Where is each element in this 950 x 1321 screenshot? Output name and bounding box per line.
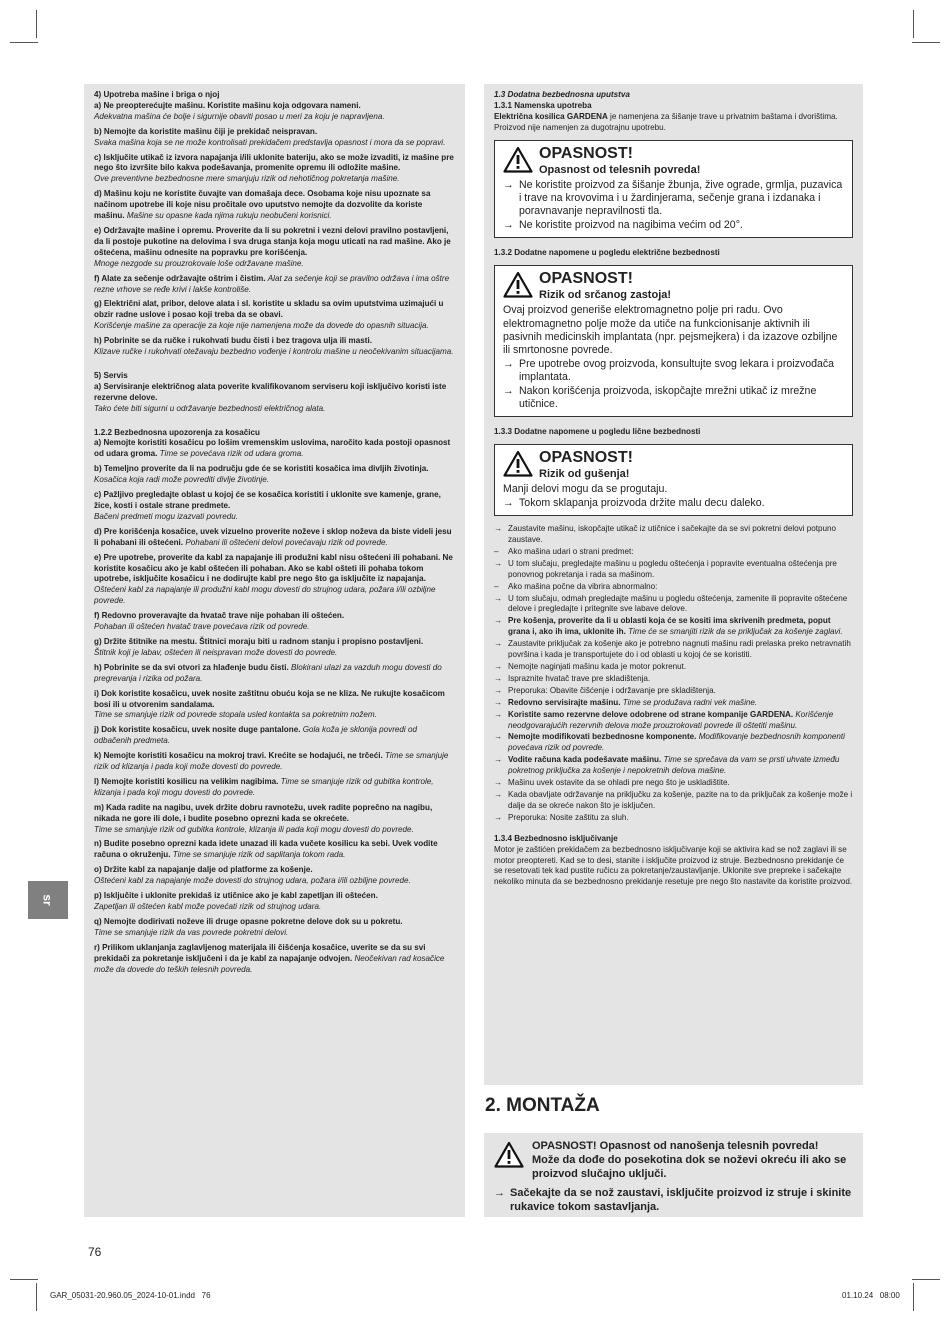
paragraph: Manji delovi mogu da se progutaju.: [503, 483, 668, 496]
list-item: → Pre košenja, proverite da li u oblasti koja će se kositi ima skrivenih predmeta, poput grana i, ako ih ima, uklonite ih. Time će se smanjiti rizik da se priključak za košenje zaglavi.: [494, 616, 843, 637]
right-column: [484, 84, 863, 1217]
arrow-icon: →: [494, 616, 503, 626]
list-item: p) Isključite i uklonite prekidaš iz utičnice ako je kabl zapetljan ili oštećen. Zapetljan ili oštećen kabl može povećati rizik od strujnog udara.: [94, 891, 378, 911]
list-item: → Pre upotrebe ovog proizvoda, konsultujte svog lekara i proizvođača implantata.: [503, 357, 835, 384]
crop-mark: [36, 10, 37, 38]
footer-file-info: GAR_05031-20.960.05_2024-10-01.indd 76: [50, 1291, 211, 1300]
arrow-icon: →: [494, 662, 503, 671]
warning-triangle-icon: [503, 271, 533, 298]
list-item: g) Električni alat, pribor, delove alata i sl. koristite u skladu sa ovim uputstvima uzimajući u obzir radne uslove i posao koji treba da se obavi. Korišćenje mašine za operacije za koje nije namenjena može da dovede do opasnih situacija.: [94, 299, 444, 331]
arrow-icon: →: [494, 558, 503, 568]
section-heading: 1.3 Dodatna bezbednosna uputstva: [494, 90, 630, 99]
arrow-icon: →: [494, 755, 503, 765]
crop-mark: [913, 1283, 914, 1311]
section-heading: 4) Upotreba mašine i briga o njoj: [94, 90, 220, 99]
arrow-icon: →: [494, 593, 503, 603]
list-item: f) Alate za sečenje održavajte oštrim i čistim. Alat za sečenje koji se pravilno održava i ima oštre rezne vrhove se ređe krivi i lakše kontroliše.: [94, 273, 450, 294]
list-item: → Nakon korišćenja proizvoda, iskopčajte mrežni utikač iz mrežne utičnice.: [503, 384, 817, 410]
list-item: → Vodite računa kada podešavate mašinu. Time se sprečava da vam se prsti uhvate između pokretnog priključka za košenje i nepokretnih delova mašine.: [494, 755, 840, 776]
list-item: → Mašinu uvek ostavite da se ohladi pre nego što je uskladištite.: [494, 778, 730, 788]
list-item: b) Temeljno proverite da li na području gde će se koristiti kosačica ima divljih životinja. Kosačica koja radi može povrediti divlje životinje.: [94, 464, 429, 485]
list-item: → Redovno servisirajte mašinu. Time se produžava radni vek mašine.: [494, 697, 758, 707]
list-item: c) Isključite utikač iz izvora napajanja i/ili uklonite bateriju, ako se može izvaditi, iz mašine pre nego što izvršite bilo kakva podešavanja, promenite opremu ili odložite mašine. Ove preventivne bezbednosne mere smanjuju rizik od nehotičnog pokretanja mašine.: [94, 152, 454, 184]
crop-mark: [912, 1279, 940, 1280]
arrow-icon: →: [503, 218, 514, 231]
list-item: → Kada obavljate održavanje na priključku za košenje, pazite na to da priključak za košenje može i dalje da se okreće nakon što je isključen.: [494, 789, 853, 810]
list-item: → Nemojte naginjati mašinu kada je motor pokrenut.: [494, 662, 687, 671]
list-item: a) Nemojte koristiti kosačicu po lošim vremenskim uslovima, naročito kada postoji opasnost od udara groma. Time se povećava rizik od udara groma.: [94, 438, 451, 459]
list-item: k) Nemojte koristiti kosačicu na mokroj travi. Krećite se hodajući, ne trčeći. Time se smanjuje rizik od klizanja i pada koji može dovesti do povrede.: [94, 751, 449, 772]
list-item: e) Pre upotrebe, proverite da kabl za napajanje ili produžni kabl nisu oštećeni ili pohabani. Ne koristite kosačicu ako je kabl oštećen ili pohaban. Ako se kabl ošteti ili pohaba tokom upotrebe, isključite kosačicu i ne dodirujte kabl pre nego što ga isključite iz napajanja. Oštećeni kabl za napajanje ili produžni kabl mogu dovesti do strujnog udara, požara i/ili ozbiljne povrede.: [94, 552, 453, 606]
arrow-icon: →: [494, 639, 503, 649]
list-item: d) Pre korišćenja kosačice, uvek vizuelno proverite noževe i sklop noževa da biste videli jesu li pohabani ili oštećeni. Pohabani ili oštećeni delovi povećavaju rizik od povrede.: [94, 526, 452, 547]
arrow-icon: →: [503, 496, 514, 509]
montaza-warning: [484, 1133, 863, 1217]
list-item: r) Prilikom uklanjanja zaglavljenog materijala ili čišćenja kosačice, uverite se da su svi prekidači za pokretanje isključeni i da je kabl za napajanje odvojen. Neočekivan rad kosačice može da dovede do teških telesnih povreda.: [94, 942, 445, 974]
crop-mark: [36, 1283, 37, 1311]
section-heading: 5) Servis: [94, 370, 128, 380]
list-item: → Ne koristite proizvod za šišanje žbunja, žive ograde, grmlja, puzavica i trave na krovovima i u žardinjerama, sečenje grana i izdanaka i poravnavanje nepravilnosti tla.: [503, 178, 843, 218]
list-item: e) Održavajte mašine i opremu. Proverite da li su pokretni i vezni delovi pravilno postavljeni, da li postoje pukotine na delovima i sva druga stanja koja mogu uticati na rad mašine. Ako je oštećena, mašinu odnesite na popravku pre korišćenja. Mnoge nezgode su prouzrokovale loše održavane mašine.: [94, 225, 451, 268]
arrow-icon: →: [494, 789, 503, 799]
dash-icon: –: [494, 581, 499, 591]
warning-subtitle: Opasnost od telesnih povreda!: [539, 163, 701, 176]
list-item: n) Budite posebno oprezni kada idete unazad ili kada vučete kosilicu ka sebi. Uvek vodite računa o okruženju. Time se smanjuje rizik od saplitanja tokom rada.: [94, 839, 438, 860]
chapter-title: 2. MONTAŽA: [485, 1095, 600, 1116]
warning-box: [494, 444, 853, 516]
list-item: → Zaustavite mašinu, iskopčajte utikač iz utičnice i sačekajte da se svi pokretni delovi potpuno zaustave.: [494, 524, 836, 545]
list-item: → Sačekajte da se nož zaustavi, isključite proizvod iz struje i skinite rukavice tokom sastavljanja.: [494, 1187, 852, 1213]
arrow-icon: →: [494, 685, 503, 695]
list-item: → Ne koristite proizvod na nagibima većim od 20°.: [503, 218, 743, 231]
list-item: → Tokom sklapanja proizvoda držite malu decu daleko.: [503, 496, 765, 509]
section-heading: 1.3.4 Bezbednosno isključivanje: [494, 833, 618, 843]
footer-date: 01.10.24 08:00: [842, 1291, 900, 1300]
list-item: → Nemojte modifikovati bezbednosne komponente. Modifikovanje bezbednosnih komponenti povećava rizik od povrede.: [494, 732, 845, 753]
crop-mark: [913, 10, 914, 38]
left-column: [84, 84, 465, 1217]
paragraph: Motor je zaštićen prekidačem za bezbednosno isključivanje koji se aktivira kad se nož zaglavi ili se motor preoptereti. Kad se to desi, stanite i isključite proizvod iz struje. Bezbednosno prekidanje će se resetovati tek kad pustite ručicu za pokretanje/zaustavljanje. Uklonite sve prepreke i sačekajte nekoliko minuta da se bezbednosno prekidanje resetuje pre nego što nastavite da koristite proizvod.: [494, 844, 853, 887]
arrow-icon: →: [494, 524, 503, 534]
list-item: d) Mašinu koju ne koristite čuvajte van domašaja dece. Osobama koje nisu upoznate sa načinom upotrebe ili koje nisu pročitale ovo uputstvo nemojte da dozvolite da koriste mašinu. Mašine su opasne kada njima rukuju neobučeni korisnici.: [94, 189, 431, 221]
arrow-icon: →: [503, 178, 514, 191]
list-item: b) Nemojte da koristite mašinu čiji je prekidač neispravan. Svaka mašina koja se ne može kontrolisati prekidačem predstavlja opasnost i mora da se popravi.: [94, 126, 446, 147]
warning-subtitle: Rizik od gušenja!: [539, 468, 630, 481]
warning-subtitle: Rizik od srčanog zastoja!: [539, 289, 672, 302]
list-item: q) Nemojte dodirivati noževe ili druge opasne pokretne delove dok su u pokretu. Time se smanjuje rizik da vas povrede pokretni delovi.: [94, 916, 403, 937]
list-item: i) Dok koristite kosačicu, uvek nosite zaštitnu obuću koja se ne kliza. Ne rukujte kosačicom bosi ili u otvorenim sandalama. Time se smanjuje rizik od povrede stopala usled kontakta sa pokretnim nožem.: [94, 688, 445, 720]
arrow-icon: →: [494, 697, 503, 707]
warning-text: Može da dođe do posekotina dok se noževi okreću ili ako se proizvod slučajno uključi.: [532, 1154, 847, 1180]
section-heading: 1.2.2 Bezbednosna upozorenja za kosačicu: [94, 427, 260, 437]
list-item: → Koristite samo rezervne delove odobrene od strane kompanije GARDENA. Korišćenje neodgovarajućih rezervnih delova može prouzrokovati povrede ili oštetiti mašinu.: [494, 709, 834, 730]
arrow-icon: →: [503, 357, 514, 370]
arrow-icon: →: [494, 1187, 505, 1199]
paragraph: Proizvod nije namenjen za dugotrajnu upotrebu.: [494, 122, 666, 132]
list-item: → Preporuka: Nosite zaštitu za sluh.: [494, 812, 629, 822]
crop-mark: [10, 1279, 38, 1280]
arrow-icon: →: [494, 732, 503, 742]
list-item: l) Nemojte koristiti kosilicu na velikim nagibima. Time se smanjuje rizik od gubitka kontrole, klizanja i pada koji mogu dovesti do povrede.: [94, 776, 434, 797]
crop-mark: [10, 42, 38, 43]
list-item: → Preporuka: Obavite čišćenje i održavanje pre skladištenja.: [494, 685, 716, 695]
warning-box: [494, 140, 853, 239]
arrow-icon: →: [503, 384, 514, 397]
warning-title: OPASNOST! Opasnost od nanošenja telesnih povreda!: [532, 1140, 819, 1152]
warning-box: [494, 265, 853, 417]
warning-title: OPASNOST!: [539, 270, 633, 288]
warning-triangle-icon: [503, 146, 533, 173]
arrow-icon: →: [494, 709, 503, 719]
list-item: h) Pobrinite se da svi otvori za hlađenje budu čisti. Blokirani ulazi za vazduh mogu dovesti do pregrevanja i rizika od požara.: [94, 662, 442, 683]
arrow-icon: →: [494, 812, 503, 822]
list-item: c) Pažljivo pregledajte oblast u kojoj će se kosačica koristiti i uklonite sve kamenje, grane, žice, kosti i ostale strane predmete. Bačeni predmeti mogu izazvati povredu.: [94, 490, 441, 521]
dash-icon: –: [494, 546, 499, 556]
list-item: → U tom slučaju, odmah pregledajte mašinu u pogledu oštećenja, zamenite ili popravite oštećene delove i pregledajte i pritegnite sve labave delove.: [494, 593, 848, 614]
paragraph: Ovaj proizvod generiše elektromagnetno polje pri radu. Ovo elektromagnetno polje može da utiče na funkcionisanje aktivnih ili pasivnih medicinskih implantata (npr. pejsmejkera) i da izazove ozbiljne ili smrtonosne povrede.: [503, 304, 838, 357]
crop-mark: [912, 42, 940, 43]
list-item: a) Servisiranje električnog alata poverite kvalifikovanom serviseru koji isključivo koristi iste rezervne delove. Tako ćete biti sigurni u održavanje bezbednosti električnog alata.: [94, 381, 447, 413]
list-item: j) Dok koristite kosačicu, uvek nosite duge pantalone. Gola koža je sklonija povredi od odbačenih predmeta.: [94, 725, 417, 746]
list-item: → Zaustavite priključak za košenje ako je potrebno nagnuti mašinu radi prelaska preko netravnatih površina i kada je transportujete do i od oblasti u kojoj će se koristiti.: [494, 639, 851, 660]
paragraph: Električna kosilica GARDENA je namenjena za šišanje trave u privatnim baštama i dvorištima.: [494, 111, 838, 121]
section-heading: 1.3.2 Dodatne napomene u pogledu električne bezbednosti: [494, 248, 720, 258]
list-item: f) Redovno proveravajte da hvatač trave nije pohaban ili oštećen. Pohaban ili oštećen hvatač trave povećava rizik od povrede.: [94, 611, 345, 632]
language-tab: sr: [28, 881, 68, 919]
list-item: m) Kada radite na nagibu, uvek držite dobru ravnotežu, uvek radite poprečno na nagibu, nikada ne gore ili dole, i budite posebno oprezni kada se okrećete. Time se smanjuje rizik od gubitka kontrole, klizanja ili pada koji mogu dovesti do povrede.: [94, 802, 433, 834]
page-number: 76: [88, 1245, 102, 1259]
arrow-icon: →: [494, 778, 503, 788]
warning-title: OPASNOST!: [539, 144, 633, 162]
list-item: – Ako mašina počne da vibrira abnormalno:: [494, 581, 658, 591]
warning-title: OPASNOST!: [539, 449, 633, 467]
arrow-icon: →: [494, 673, 503, 683]
list-item: – Ako mašina udari o strani predmet:: [494, 546, 634, 556]
list-item: → U tom slučaju, pregledajte mašinu u pogledu oštećenja i popravite eventualna oštećenja pre ponovnog pokretanja i rada sa mašinom.: [494, 558, 837, 579]
list-item: g) Držite štitnike na mestu. Štitnici moraju biti u radnom stanju i propisno postavljeni. Štitnik koji je labav, oštećen ili neispravan može dovesti do povrede.: [94, 636, 424, 657]
section-heading: 1.3.1 Namenska upotreba: [494, 100, 592, 110]
section-heading: 1.3.3 Dodatne napomene u pogledu lične bezbednosti: [494, 427, 701, 437]
list-item: o) Držite kabl za napajanje dalje od platforme za košenje. Oštećeni kabl za napajanje može dovesti do strujnog udara, požara i/ili ozbiljne povrede.: [94, 865, 411, 886]
warning-triangle-icon: [503, 450, 533, 477]
list-item: → Ispraznite hvatač trave pre skladištenja.: [494, 673, 651, 683]
list-item: a) Ne preopterećujte mašinu. Koristite mašinu koja odgovara nameni. Adekvatna mašina će bolje i sigurnije obaviti posao u meri za koju je napravljena.: [94, 100, 385, 121]
warning-triangle-icon: [494, 1141, 524, 1168]
list-item: h) Pobrinite se da ručke i rukohvati budu čisti i bez tragova ulja ili masti. Klizave ručke i rukohvati otežavaju bezbedno vođenje i kontrolu mašine u neočekivanim situacijama.: [94, 336, 454, 357]
